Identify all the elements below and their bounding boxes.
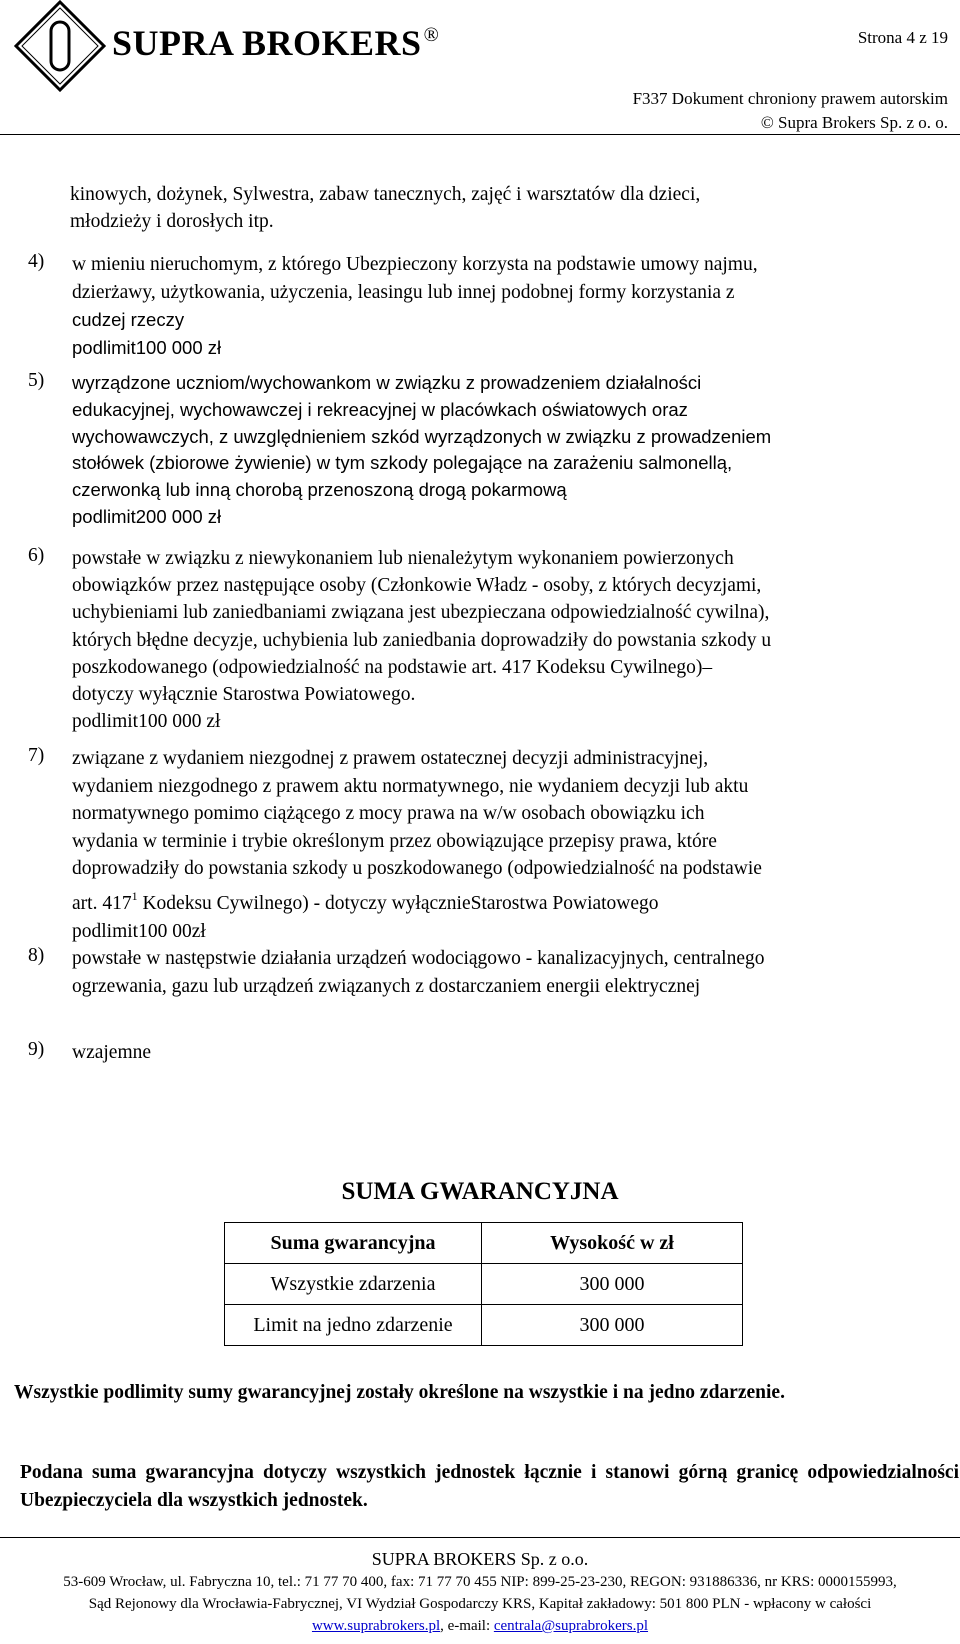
footer-contact: www.suprabrokers.pl, e-mail: centrala@suprabrokers.pl <box>311 1618 649 1634</box>
list-item-7 <box>72 745 952 945</box>
website-link[interactable]: www.suprabrokers.pl <box>311 1618 441 1634</box>
item-4-line: dzierżawy, użytkowania, użyczenia, leasingu lub innej podobnej formy korzystania z <box>72 281 735 303</box>
item-7-line: wydaniem niezgodnego z prawem aktu normatywnego, nie wydaniem decyzji lub aktu <box>72 775 749 797</box>
company-logo-icon <box>14 0 106 92</box>
table-row <box>225 1305 743 1346</box>
email-link[interactable]: centrala@suprabrokers.pl <box>493 1618 649 1634</box>
table-cell: 300 000 <box>482 1264 743 1305</box>
item-5-line: wychowawczych, z uwzględnieniem szkód wyrządzonych w związku z prowadzeniem <box>72 425 772 447</box>
list-item-9 <box>72 1039 952 1067</box>
item-4-limit: podlimit100 000 zł <box>72 336 222 358</box>
item-5-line: czerwonką lub inną chorobą przenoszoną drogą pokarmową <box>72 479 567 501</box>
item-8-line: ogrzewania, gazu lub urządzeń związanych z dostarczaniem energii elektrycznej <box>72 975 701 997</box>
page-number: Strona 4 z 19 <box>857 28 948 47</box>
item-6-limit: podlimit100 000 zł <box>72 711 221 733</box>
intro-line-2: młodzieży i dorosłych itp. <box>70 211 274 232</box>
item-9-line: wzajemne <box>72 1042 152 1063</box>
item-5-line: stołówek (zbiorowe żywienie) w tym szkody polegające na zarażeniu salmonellą, <box>72 452 733 474</box>
document-title: F337 Dokument chroniony prawem autorskim <box>632 89 948 108</box>
item-number-5: 5) <box>28 370 45 391</box>
guarantee-scope-note: Podana suma gwarancyjna dotyczy wszystkich jednostek łącznie i stanowi górną granicę odpowiedzialności Ubezpieczyciela dla wszystkich jednostek. <box>20 1462 959 1511</box>
list-item-5 <box>72 370 952 531</box>
intro-line-1: kinowych, dożynek, Sylwestra, zabaw tanecznych, zajęć i warsztatów dla dzieci, <box>70 184 701 205</box>
item-6-line: których błędne decyzje, uchybienia lub zaniedbania doprowadziły do powstania szkody u <box>72 629 772 651</box>
item-6-line: dotyczy wyłącznie Starostwa Powiatowego. <box>72 684 416 706</box>
item-number-9: 9) <box>28 1039 45 1060</box>
item-6-line: obowiązków przez następujące osoby (Członkowie Władz - osoby, z których decyzjami, <box>72 575 762 597</box>
item-6-line: powstałe w związku z niewykonaniem lub nienależytym wykonaniem powierzonych <box>72 548 734 569</box>
column-header: Wysokość w zł <box>482 1223 743 1264</box>
footer-address: 53-609 Wrocław, ul. Fabryczna 10, tel.: 71 77 70 400, fax: 71 77 70 455 NIP: 899-25-23-230, REGON: 931886336, nr KRS: 0000155993, <box>63 1574 897 1590</box>
item-5-line: edukacyjnej, wychowawczej i rekreacyjnej w placówkach oświatowych oraz <box>72 398 688 420</box>
superscript: 1 <box>131 888 138 903</box>
item-7-line: art. $417^1$ Kodeksu Cywilnego) - dotyczy wyłącznieStarostwa Powiatowego <box>72 888 659 914</box>
table-cell: Limit na jedno zdarzenie <box>225 1305 482 1346</box>
list-item-6 <box>72 545 952 735</box>
footer-divider <box>0 1537 960 1538</box>
item-number-8: 8) <box>28 945 45 966</box>
item-7-line: normatywnego pomimo ciążącego z mocy prawa na w/w osobach obowiązku ich <box>72 803 705 825</box>
list-item-8 <box>72 945 952 1000</box>
item-5-limit: podlimit200 000 zł <box>72 505 222 527</box>
guarantee-sum-table <box>224 1222 743 1346</box>
item-7-limit: podlimit100 00zł <box>72 920 206 942</box>
brand-name: SUPRA BROKERS ® <box>112 23 440 63</box>
item-7-line: doprowadziły do powstania szkody u poszkodowanego (odpowiedzialność na podstawie <box>72 858 762 880</box>
item-8-line: powstałe w następstwie działania urządzeń wodociągowo - kanalizacyjnych, centralnego <box>72 948 765 969</box>
table-cell: 300 000 <box>482 1305 743 1346</box>
item-number-7: 7) <box>28 745 45 766</box>
item-7-line: związane z wydaniem niezgodnej z prawem ostatecznej decyzji administracyjnej, <box>72 748 709 769</box>
footer-company: SUPRA BROKERS Sp. z o.o. <box>371 1549 589 1569</box>
list-item-4 <box>72 251 952 361</box>
copyright-notice: © Supra Brokers Sp. z o. o. <box>760 113 948 132</box>
column-header: Suma gwarancyjna <box>225 1223 482 1264</box>
item-number-4: 4) <box>28 251 45 272</box>
item-4-line: w mieniu nieruchomym, z którego Ubezpieczony korzysta na podstawie umowy najmu, <box>72 254 758 275</box>
item-number-6: 6) <box>28 545 45 566</box>
item-7-line: wydania w terminie i trybie określonym przez obowiązujące przepisy prawa, które <box>72 830 717 852</box>
item-5-line: wyrządzone uczniom/wychowankom w związku z prowadzeniem działalności <box>72 372 702 393</box>
item-6-line: uchybieniami lub zaniedbaniami związana jest ubezpieczana odpowiedzialność cywilna), <box>72 602 770 624</box>
item-6-line: poszkodowanego (odpowiedzialność na podstawie art. 417 Kodeksu Cywilnego)– <box>72 656 713 678</box>
table-cell: Wszystkie zdarzenia <box>225 1264 482 1305</box>
sublimits-note: Wszystkie podlimity sumy gwarancyjnej zostały określone na wszystkie i na jedno zdarzenie. <box>14 1382 785 1403</box>
header-divider <box>0 134 960 135</box>
footer-registry: Sąd Rejonowy dla Wrocławia-Fabrycznej, VI Wydział Gospodarczy KRS, Kapitał zakładowy: 501 800 PLN - wpłacony w całości <box>88 1596 872 1612</box>
guarantee-sum-title: SUMA GWARANCYJNA <box>341 1178 619 1205</box>
item-4-line: cudzej rzeczy <box>72 309 185 330</box>
table-header-row <box>225 1223 743 1264</box>
table-row <box>225 1264 743 1305</box>
